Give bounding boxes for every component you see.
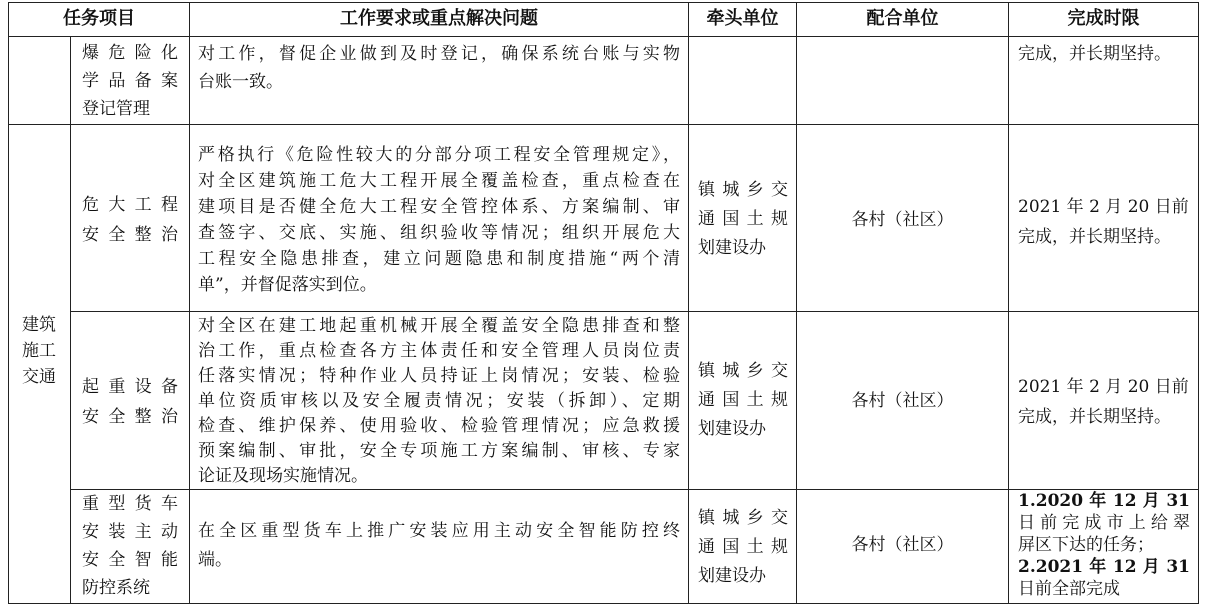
requirement-line: 严格执行《危险性较大的分部分项工程安全管理规定》， [198, 145, 680, 165]
item-line: 安全整治 [82, 225, 178, 245]
row4-requirement [198, 517, 680, 575]
requirement-line: 对全区建筑施工危大工程开展全覆盖检查，重点检查在 [198, 171, 680, 191]
item-line: 安装主动 [82, 522, 178, 542]
row3-requirement [198, 314, 680, 489]
requirement-line: 台账一致。 [198, 72, 283, 92]
rule-col-item [189, 2, 190, 604]
item-line: 登记管理 [82, 99, 150, 119]
rule-bottom [8, 603, 1199, 604]
deadline-line: 完成，并长期坚持。 [1018, 227, 1171, 247]
rule-right [1198, 2, 1199, 604]
item-line: 安全整治 [82, 407, 178, 427]
lead-line: 通国土规 [698, 537, 788, 557]
deadline-line: 完成，并长期坚持。 [1018, 407, 1171, 427]
rule-row2-bottom [70, 311, 1199, 312]
header-requirement: 工作要求或重点解决问题 [340, 8, 538, 29]
lead-line: 镇城乡交 [698, 508, 788, 528]
header-support-unit: 配合单位 [866, 8, 939, 29]
row4-lead-unit [698, 504, 788, 591]
deadline-line: 2.2021 年 12 月 31 [1018, 557, 1190, 577]
category-line: 建筑 [22, 315, 56, 335]
row2-deadline [1018, 192, 1190, 252]
item-line: 安全智能 [82, 550, 178, 570]
deadline-line: 完成，并长期坚持。 [1018, 44, 1171, 64]
row2-item [82, 190, 178, 250]
requirement-line: 建项目是否健全危大工程安全管控体系、方案编制、审 [198, 197, 680, 217]
row4-item [82, 490, 178, 602]
deadline-line: 日前完成市上给翠 [1018, 513, 1190, 533]
requirement-line: 在全区重型货车上推广安装应用主动安全智能防控终 [198, 521, 680, 541]
row4-support-unit: 各村（社区） [851, 535, 954, 555]
row3-support-unit: 各村（社区） [851, 391, 954, 411]
deadline-line: 2021 年 2 月 20 日前 [1018, 197, 1189, 217]
category-line: 交通 [22, 367, 56, 387]
deadline-line: 1.2020 年 12 月 31 [1018, 491, 1190, 511]
rule-col-category [70, 36, 71, 604]
deadline-line: 屏区下达的任务； [1018, 535, 1154, 555]
lead-line: 划建设办 [698, 419, 766, 439]
item-line: 爆危险化 [82, 43, 178, 63]
item-line: 起重设备 [82, 377, 178, 397]
header-task-item: 任务项目 [63, 8, 135, 29]
category-line: 施工 [22, 341, 56, 361]
header-lead-unit: 牵头单位 [706, 8, 779, 29]
rule-left [8, 2, 9, 604]
category-label [10, 312, 68, 390]
requirement-line: 单位资质审核以及安全履责情况；安装（拆卸）、定期 [198, 391, 680, 411]
item-line: 重型货车 [82, 494, 178, 514]
row2-support-unit: 各村（社区） [851, 210, 954, 230]
header-deadline: 完成时限 [1067, 8, 1140, 29]
deadline-line: 日前全部完成 [1018, 579, 1120, 599]
requirement-line: 端。 [198, 550, 232, 570]
requirement-line: 任落实情况；特种作业人员持证上岗情况；安装、检验 [198, 366, 680, 386]
lead-line: 通国土规 [698, 209, 788, 229]
deadline-line: 2021 年 2 月 20 日前 [1018, 377, 1189, 397]
requirement-line: 工程安全隐患排查，建立问题隐患和制度措施“两个清 [198, 249, 680, 269]
row1-item [82, 39, 178, 123]
lead-line: 划建设办 [698, 238, 766, 258]
row3-lead-unit [698, 357, 788, 444]
requirement-line: 对工作，督促企业做到及时登记，确保系统台账与实物 [198, 44, 680, 64]
lead-line: 通国土规 [698, 390, 788, 410]
rule-col-lead [796, 2, 797, 604]
rule-header-bottom [8, 36, 1199, 37]
row3-deadline [1018, 372, 1190, 432]
requirement-line: 治工作，重点检查各方主体责任和安全管理人员岗位责 [198, 341, 680, 361]
item-line: 危大工程 [82, 195, 178, 215]
requirement-line: 论证及现场实施情况。 [198, 466, 368, 486]
requirement-line: 查签字、交底、实施、组织验收等情况；组织开展危大 [198, 223, 680, 243]
rule-col-requirement [688, 2, 689, 604]
row2-requirement [198, 142, 680, 298]
row3-item [82, 372, 178, 432]
rule-row1-bottom [8, 124, 1199, 125]
row2-lead-unit [698, 176, 788, 263]
lead-line: 镇城乡交 [698, 180, 788, 200]
row1-requirement [198, 40, 680, 96]
row4-deadline [1018, 490, 1190, 600]
lead-line: 镇城乡交 [698, 361, 788, 381]
item-line: 防控系统 [82, 578, 150, 598]
rule-col-support [1008, 2, 1009, 604]
requirement-line: 对全区在建工地起重机械开展全覆盖安全隐患排查和整 [198, 316, 680, 336]
row1-deadline [1018, 40, 1190, 68]
lead-line: 划建设办 [698, 566, 766, 586]
requirement-line: 单”，并督促落实到位。 [198, 275, 377, 295]
requirement-line: 预案编制、审批，安全专项施工方案编制、审核、专家 [198, 441, 680, 461]
item-line: 学品备案 [82, 71, 178, 91]
requirement-line: 检查、维护保养、使用验收、检验管理情况；应急救援 [198, 416, 680, 436]
